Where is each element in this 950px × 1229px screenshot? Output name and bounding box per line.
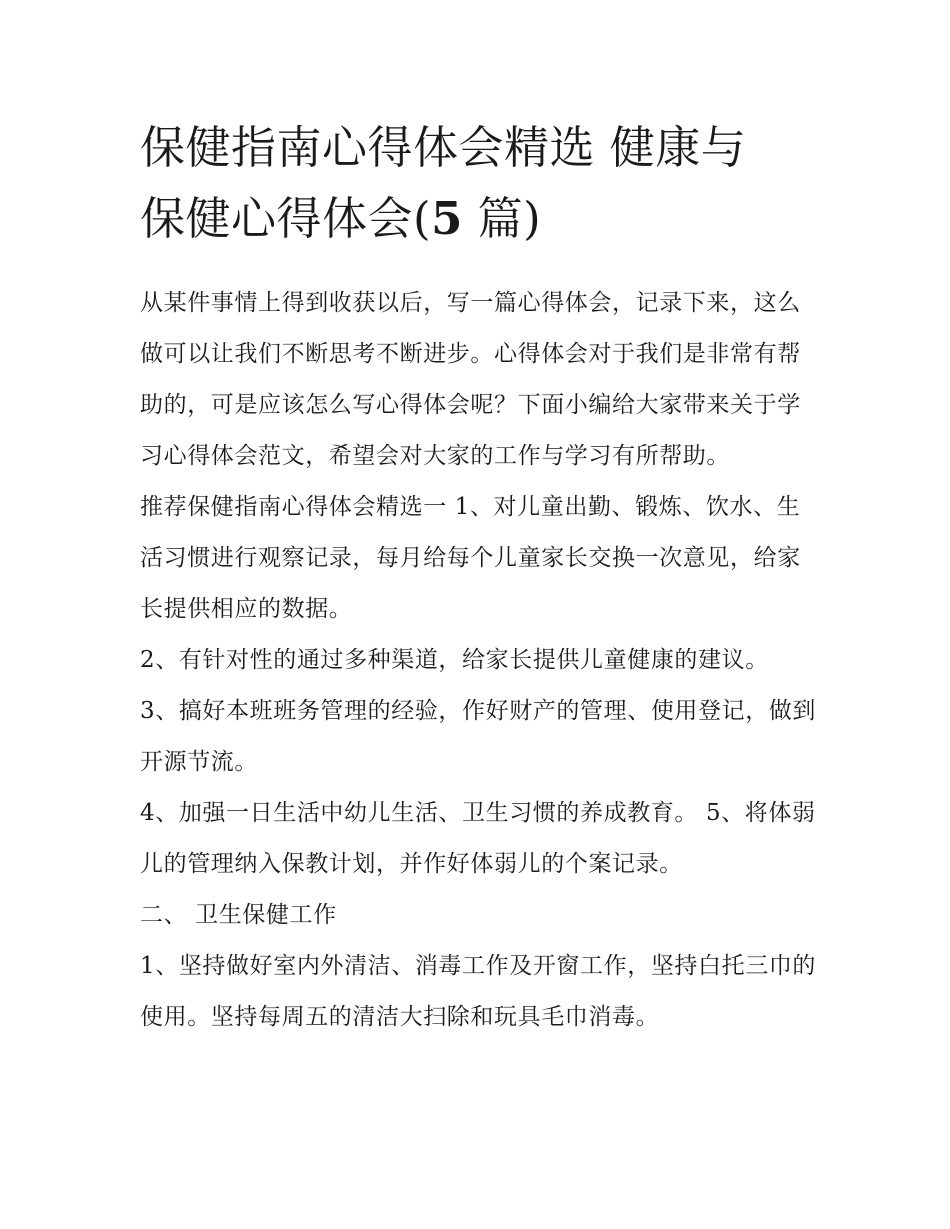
paragraph-item-4-5: 4、加强一日生活中幼儿生活、卫生习惯的养成教育。 5、将体弱儿的管理纳入保教计划，并作好体弱儿的个案记录。 (140, 800, 816, 877)
document-title (140, 112, 820, 254)
section-heading: 二、 卫生保健工作 (140, 902, 337, 928)
paragraph-item-1: 推荐保健指南心得体会精选一 1、对儿童出勤、锻炼、饮水、生活习惯进行观察记录，每月给每个儿童家长交换一次意见，给家长提供相应的数据。 (140, 494, 801, 622)
title-line-2-prefix: 保健心得体会( (140, 192, 432, 245)
intro-paragraph: 从某件事情上得到收获以后，写一篇心得体会，记录下来，这么做可以让我们不断思考不断进步。心得体会对于我们是非常有帮助的，可是应该怎么写心得体会呢？下面小编给大家带来关于学习心得体会范文，希望会对大家的工作与学习有所帮助。 (140, 290, 801, 469)
title-line-2-number: 5 (431, 192, 463, 245)
title-line-1: 保健指南心得体会精选 健康与 (140, 121, 747, 174)
paragraph-item-2: 2、有针对性的通过多种渠道，给家长提供儿童健康的建议。 (140, 647, 769, 673)
paragraph-item-3: 3、搞好本班班务管理的经验，作好财产的管理、使用登记，做到开源节流。 (140, 698, 817, 775)
document-body (140, 278, 820, 1043)
title-line-2-suffix: 篇) (462, 192, 542, 245)
document-page (140, 112, 820, 1043)
section-paragraph-1: 1、坚持做好室内外清洁、消毒工作及开窗工作，坚持白托三巾的使用。坚持每周五的清洁大扫除和玩具毛巾消毒。 (140, 953, 817, 1030)
